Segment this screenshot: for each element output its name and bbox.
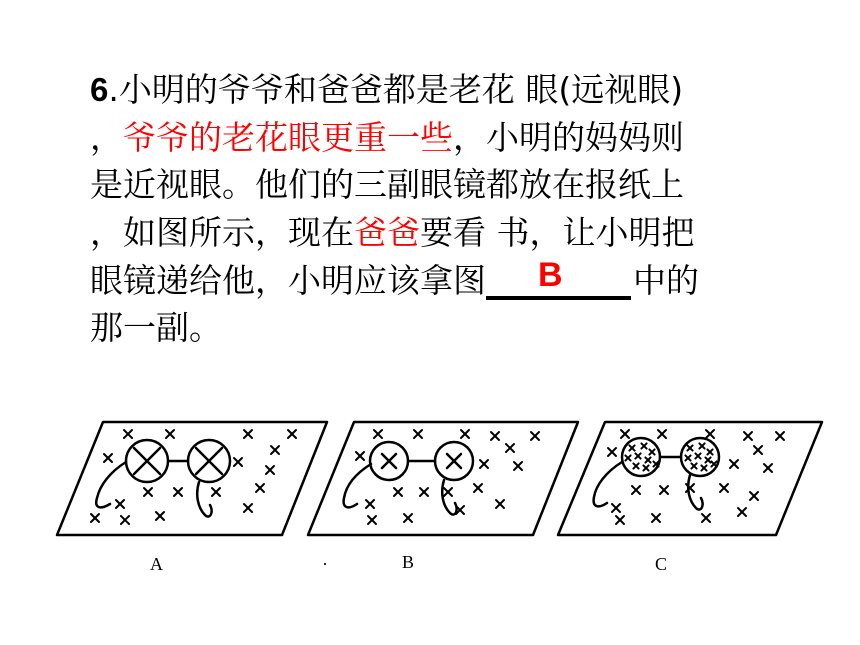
answer-text: B xyxy=(538,256,563,294)
glasses-figure xyxy=(0,400,860,600)
highlight-grandpa: 爷爷的老花眼更重一些 xyxy=(123,117,453,157)
question-text xyxy=(90,66,810,351)
highlight-dad: 爸爸 xyxy=(354,212,420,252)
question-line-5: 眼镜递给他，小明应该拿图 B 中的 xyxy=(90,256,810,304)
question-line-1: 6.小明的爷爷和爸爸都是老花 眼(远视眼) xyxy=(90,70,684,109)
label-a: A xyxy=(150,554,163,574)
question-line-2: ，爷爷的老花眼更重一些，小明的妈妈则 xyxy=(90,117,684,157)
question-line-3: 是近视眼。他们的三副眼镜都放在报纸上 xyxy=(90,165,684,204)
label-c: C xyxy=(655,554,668,574)
question-line-6: 那一副。 xyxy=(90,307,222,347)
label-b: B xyxy=(402,552,415,572)
question-line-4: ，如图所示，现在爸爸要看 书，让小明把 xyxy=(90,212,695,252)
answer-blank xyxy=(486,256,631,300)
label-dot: · xyxy=(322,554,328,574)
panel-a xyxy=(57,422,327,535)
question-number: 6 xyxy=(90,71,109,108)
